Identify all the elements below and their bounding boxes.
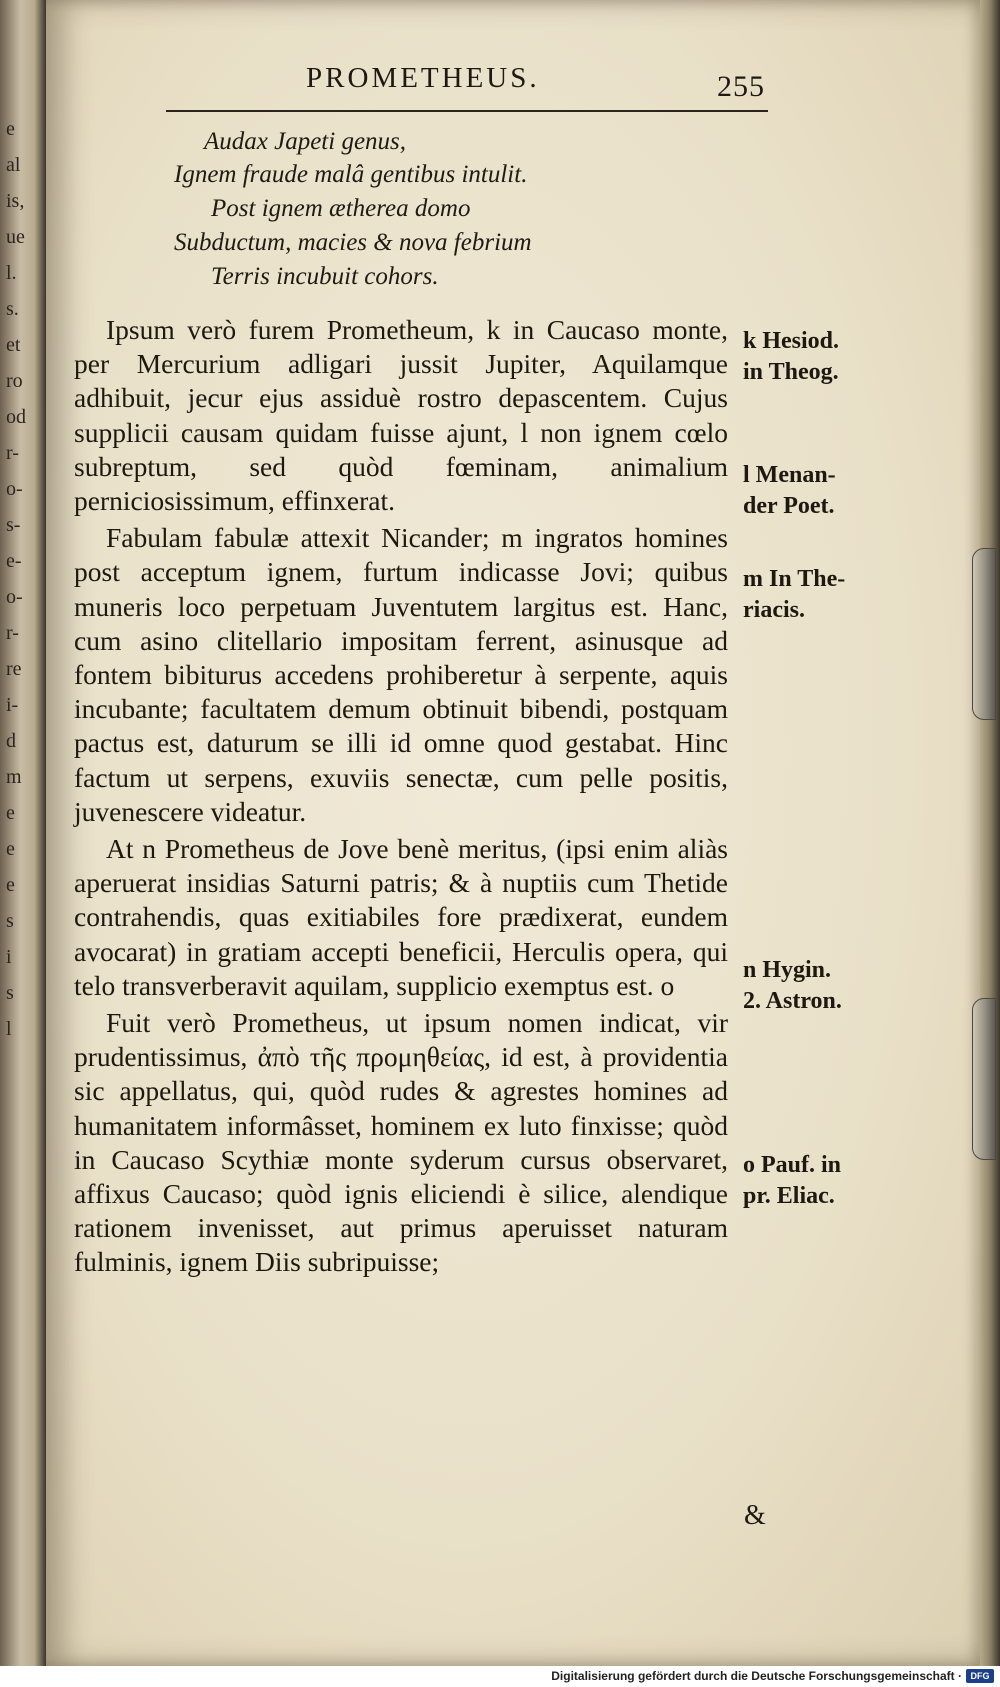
paragraph: Fabulam fabulæ attexit Nicander; m ingratos homines post acceptum ignem, furtum indicasse Jovi; quibus muneris loco perpetuam Juventutem largitus est. Hanc, cum asino clitellario impositam ferrent, asinusque ad fontem bibiturus accedens prohiberetur à serpente, aquis incubante; facultatem demum obtinuit bibendi, postquam pactus est, daturum se illi id omne quod gestabat. Hinc factum ut serpens, exuviis senectæ, cum pelle positis, juvenescere videatur. [74, 522, 728, 827]
paragraph: At n Prometheus de Jove benè meritus, (ipsi enim aliàs aperuerat insidias Saturni patris; & à nuptiis cum Thetide contrahendis, quas exitiabiles fore prædixerat, eundem avocarat) in gratiam accepti beneficii, Herculis opera, qui telo transverberavit aquilam, supplicio exemptus est. o [74, 833, 728, 1001]
left-page-fragment: al [6, 154, 21, 176]
left-page-fragment: m [6, 766, 22, 788]
left-page-fragment: s [6, 982, 14, 1004]
left-page-fragment: i [6, 946, 12, 968]
left-page-fragment: et [6, 334, 21, 356]
verse-line: Subductum, macies & nova febrium [174, 229, 532, 256]
left-page-fragment: e [6, 838, 15, 860]
verse-line: Terris incubuit cohors. [211, 263, 439, 290]
paragraph: Ipsum verò furem Prometheum, k in Caucaso monte, per Mercurium adligari jussit Jupiter, Aquilamque adhibuit, jecur ejus assiduè rostro depascentem. Cujus supplicii causam quidam fuisse ajunt, l non ignem cœlo subreptum, sed quòd fœminam, animalium perniciosissimum, effinxerat. [74, 314, 728, 517]
left-page-fragment: s- [6, 514, 21, 536]
left-page-fragment: l. [6, 262, 17, 284]
left-page-fragment: r- [6, 442, 19, 464]
header-rule [166, 110, 768, 112]
marginal-note: m In The- riacis. [743, 566, 846, 623]
left-page-fragment: o- [6, 586, 23, 608]
catchword: & [744, 1500, 766, 1531]
book-page [46, 0, 980, 1666]
footer-bar [0, 1666, 1000, 1687]
left-page-fragment: d [6, 730, 16, 752]
left-page-fragment: e [6, 802, 15, 824]
page-clip [972, 998, 996, 1160]
left-page-fragment: ro [6, 370, 23, 392]
left-page-edge [0, 0, 46, 1666]
left-page-fragment: od [6, 406, 26, 428]
verse-line: Post ignem ætherea domo [211, 195, 471, 222]
verse-line: Audax Japeti genus, [204, 128, 407, 155]
left-page-fragment: e [6, 118, 15, 140]
left-page-fragment: r- [6, 622, 19, 644]
left-page-fragment: l [6, 1018, 12, 1040]
left-page-fragment: o- [6, 478, 23, 500]
marginal-note: o Pauf. in pr. Eliac. [743, 1152, 842, 1209]
left-page-fragment: i- [6, 694, 19, 716]
left-page-fragment: is, [6, 190, 25, 212]
left-page-fragment: e- [6, 550, 22, 572]
right-page-edge [980, 0, 1000, 1666]
page-number: 255 [717, 70, 765, 103]
marginal-note: l Menan- der Poet. [743, 462, 836, 519]
paragraph: Fuit verò Prometheus, ut ipsum nomen indicat, vir prudentissimus, ἀπὸ τῆς προμηθείας, id est, à providentia sic appellatus, qui, quòd rudes & agrestes homines ad humanitatem informâsset, hominem ex luto finxisse; quòd in Caucaso Scythiæ monte syderum cursus observaret, affixus Caucaso; quòd ignis eliciendi è silice, alendique rationem invenisset, aut primus aperuisset naturam fulminis, ignem Diis subripuisse; [74, 1007, 728, 1278]
left-page-fragment: e [6, 874, 15, 896]
left-page-fragment: ue [6, 226, 25, 248]
left-page-fragment: re [6, 658, 22, 680]
verse-line: Ignem fraude malâ gentibus intulit. [174, 161, 528, 188]
running-title: PROMETHEUS. [306, 62, 540, 94]
marginal-note: k Hesiod. in Theog. [743, 328, 840, 385]
page-clip [972, 548, 996, 720]
body-text [74, 313, 728, 1280]
left-page-fragment: s [6, 910, 14, 932]
funding-credit: Digitalisierung gefördert durch die Deutsche Forschungsgemeinschaft · [551, 1669, 962, 1683]
marginal-note: n Hygin. 2. Astron. [743, 957, 842, 1014]
left-page-fragment: s. [6, 298, 19, 320]
dfg-logo: DFG [966, 1669, 994, 1683]
